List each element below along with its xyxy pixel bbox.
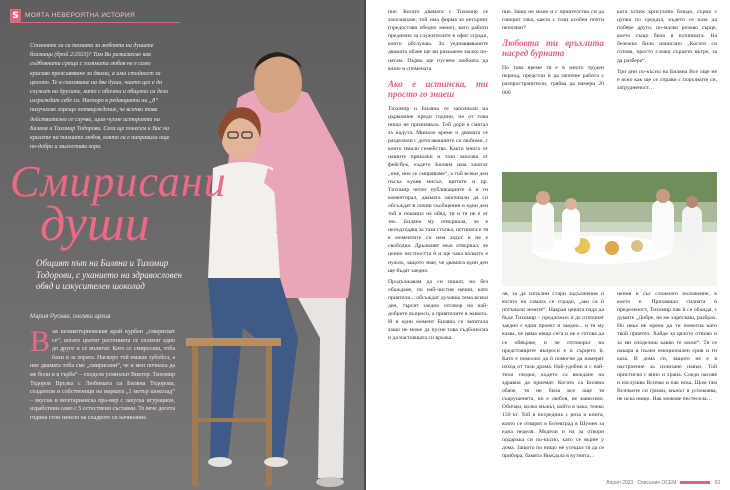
column-3-paragraph-a: ката ъглеж кристално блюдо, сърце с цупка по средата, където се каза да побере друго, по-малко розово сърце, което също било в купичката. На бележка било написано „Когато си готова, просто сложи сърцето вътре, за да разбера“. bbox=[617, 9, 717, 64]
column-2-lower bbox=[502, 290, 604, 470]
right-page bbox=[366, 0, 730, 490]
column-1-paragraph-c: Продължавам да си пишат, но без обаждане, по най-чистия начин, като приятели... обсъждат духовна тема всеки ден, търсят заедно отговор на най-добрите въпроси, а приятелите в живота. И в един момент Биляна се запитала защо не може да пусне това съдбоносна и да настоящата си връзка. bbox=[388, 278, 488, 342]
footer-magazine: Списание ОСЕМ bbox=[637, 480, 677, 486]
column-2 bbox=[502, 8, 604, 183]
footer-date: Април 2023 bbox=[606, 480, 634, 486]
column-1-paragraph-a: ние. Когато двамата с Тихомир се запознахме, той има фирма за кетъринг (предоставя обедно меню), като работи предимно за служителите в офис сгради, които обслужва. За уеднаквяваните двамата обаче ще ви разкажем малко по-натам. Първо ще пуснем любовта да влезе в спомената. bbox=[388, 9, 488, 72]
column-3-lower bbox=[617, 290, 717, 470]
column-1 bbox=[388, 8, 488, 478]
footer-accent-bar bbox=[680, 481, 710, 484]
column-2-paragraph-b: По това време тя е в много труден период, предстои ѝ да започне работа с разпространители, трябва да намери 20 000 bbox=[502, 65, 604, 96]
page-number: 93 bbox=[714, 480, 720, 486]
intro-text: Спомняте ли си темата за любовта на душите близнаци (брой 2/2023)? Там Ви разказахме как съдбовната среща с голямата любов не е само красиво преживяване за двама, а има стойност за цялото. Те в съюзяване на две души, чиито цел е да служат на другите, като с обичта и общото си дело изграждат себе си. Наскоро в редакцията ни „8“ получихме горещо потвърждение, че всичко това действително се случва, щом чухме историята на Биляна и Тихомир Тодорови. Сега ще понесем и Вас на крилете на тяхната любов, която ги е направила още по-добри и милостиви хора. bbox=[30, 43, 170, 151]
column-3 bbox=[617, 8, 717, 168]
subtitle: Общият път на Биляна и Тихомир Тодорови, с уханието на здравословен обяд и изкусителен шоколад bbox=[36, 258, 182, 291]
column-3-paragraph-c: нения и със сложнато положение, в което е. Прихванал силната ѝ пределеност, Тихомир пак ѝ се обажда, с думите „Добре, не ме харесваш, разбрах. Но нека не пречи да ти помогна като твой приятел. Хайде за цялото отново и за ми споделиш какво те мъчи“. Тя се накара в пълен емоционален срив и ги каза. В дома си, защото не е в настроение за излизане навън. Той пристигна с вино и храна. Следи часове и изслушва Всичко и пак иска. Щом там Всичките си грижи, мъжът я успокоява, не иска нищо. Нак можове пестесела… bbox=[617, 291, 717, 403]
column-3-paragraph-b: Три дни по-късно на Биляна Все още не е ясно как ще се справи с поръчките си, затрудненост… bbox=[617, 68, 717, 91]
rubric bbox=[10, 9, 135, 22]
event-photo bbox=[502, 172, 717, 286]
subheading-2: Любовта ти връхлита насред бурната bbox=[502, 38, 604, 59]
dropcap: В bbox=[30, 325, 51, 358]
left-page bbox=[0, 0, 364, 490]
left-body-paragraph: ъв великотърновския край курбан „смирисват се“, когато цъвтят растенията се сплитат едно до друго и се вплитат. Като се смиросиш, тоба бахи и за хората. Наскоро той имаше зубобол, а ние двамата тоба сме „смирисани“, че и мен почнаха да ме боли и в гърба“ – споделя усмихнат Виктор. Тихомир Тодоров Връзка с Любимата си Биляна Тодорова, създатели и собственици на марката „1 метър шоколад“ – вкусна и вегетарианска пра-мер с закуска игурацион, изработени само с 5 естествени съставки. Те вече десета година стои начело на сладкото си начинание. bbox=[30, 329, 175, 421]
rubric-badge: S bbox=[10, 9, 21, 22]
couple-photo bbox=[168, 38, 364, 490]
headline-line-1: Смирисани bbox=[10, 157, 227, 206]
headline-line-2: души bbox=[40, 195, 150, 251]
column-1-paragraph-b: Тихомир и Биляна се запознали на църковние преди години, но от това нищо не признавало. Той дори я смятал за надута. Минало време и двамата се разделили с дотогавашните си любими, с които имали семейства. Както много от нашите приказки и тази започва от фейсбук, където Биляна има хаштаг „ние, ние се смиряваме“, а той всеки ден пъска куъвв мисъл, щитати и пр. Тихомир четял публикациите ѝ и ги коментирал, двамата започнали да си обсъждат в лични съобщения и един ден той я поканил на обяд, ти и тя не е от тях. Биляна му отвърнала, че е неподходящ за тази стъпка, истината е тя в моментите си има задът и не е свободна. Дръжкият мъж отвърнал, че ценно честността ѝ и ще чака колкото е нужно, защото знае, че двамата един ден ще бъдат заедно. bbox=[388, 105, 488, 274]
left-body-text bbox=[30, 325, 175, 423]
page-footer bbox=[606, 480, 720, 486]
subheading-1: Ако е истинска, ти просто го знаеш bbox=[388, 78, 488, 99]
column-2-paragraph-c: лв, за да изпълни стари задължения и когато на самата се сгради, „ако са ѝ потънали земите“. Накрая цената пада да бъде Тихомир – предложил ѝ да отпочнат заедно с един проект и заедно... и тя му казва, че няма нещо сега и не е готова да се обвърже, и че отговорът на предстоящите въпроси е в сърцето ѝ. Като е помолил да ѝ помогне да намерят изход от тази драма. Най-удобни и с най-тихи гледки, където са виждане на здравна да приемат. Когато са Биляна обаче, тя не била все още тя съкрушенета, но е любов, не зависимо. Обичам, колко мъжът, който я чака, тежко 150 кг. Той в посредник с роза и книга, която се отварят в Ботевград в Шумен за една неделя. Модели и на за отвори подаръка си по-късно, като се върне у дома. Защото по нищо не усещал тя да се прибира, бамята Виждала в кутията… bbox=[502, 291, 604, 459]
rubric-label: МОЯТА НЕВЕРОЯТНА ИСТОРИЯ bbox=[25, 12, 136, 19]
rubric-divider bbox=[10, 22, 180, 23]
column-2-paragraph-a: ние. Защо не може и с приятелство си да говорят така, както с този особен почти непознат? bbox=[502, 9, 604, 32]
byline: Мария Русева, снимки архив bbox=[30, 314, 111, 320]
